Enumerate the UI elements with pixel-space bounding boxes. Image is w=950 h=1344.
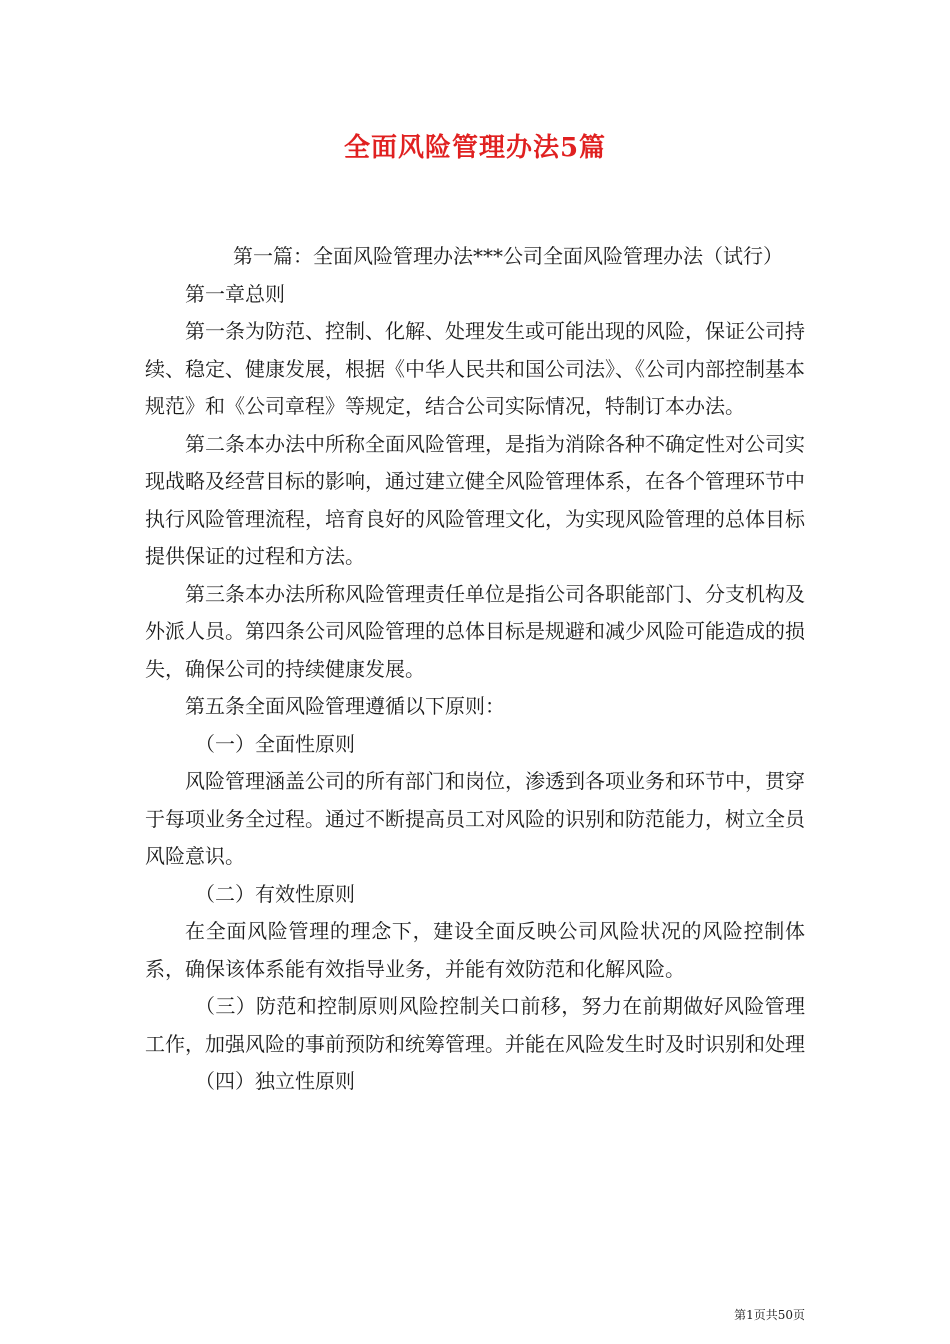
paragraph-section-heading: 第一篇：全面风险管理办法***公司全面风险管理办法（试行） [233,244,783,268]
page-number-footer: 第1页共50页 [734,1308,805,1322]
paragraph-article-1: 第一条为防范、控制、化解、处理发生或可能出现的风险，保证公司持续、稳定、健康发展，根据《中华人民共和国公司法》、《公司内部控制基本规范》和《公司章程》等规定，结合公司实际情况，特制订本办法。 [145,319,805,418]
paragraph-principle-4-heading: （四）独立性原则 [195,1069,355,1093]
paragraph-principle-1-heading: （一）全面性原则 [195,731,355,756]
document-title: 全面风险管理办法5篇 [343,133,607,163]
paragraph-principle-1-text: 风险管理涵盖公司的所有部门和岗位，渗透到各项业务和环节中，贯穿于每项业务全过程。通过不断提高员工对风险的识别和防范能力，树立全员风险意识。 [145,769,805,868]
paragraph-chapter-heading: 第一章总则 [185,281,285,306]
paragraph-principle-2-heading: （二）有效性原则 [195,881,355,906]
document-body [145,238,805,1101]
paragraph-principle-2-text: 在全面风险管理的理念下，建设全面反映公司风险状况的风险控制体系，确保该体系能有效指导业务，并能有效防范和化解风险。 [145,919,805,981]
paragraph-article-2: 第二条本办法中所称全面风险管理，是指为消除各种不确定性对公司实现战略及经营目标的影响，通过建立健全风险管理体系，在各个管理环节中执行风险管理流程，培育良好的风险管理文化，为实现风险管理的总体目标提供保证的过程和方法。 [145,431,805,568]
paragraph-article-3-4: 第三条本办法所称风险管理责任单位是指公司各职能部门、分支机构及外派人员。第四条公司风险管理的总体目标是规避和减少风险可能造成的损失，确保公司的持续健康发展。 [145,581,805,681]
paragraph-article-5: 第五条全面风险管理遵循以下原则： [185,694,505,718]
paragraph-principle-3: （三）防范和控制原则风险控制关口前移，努力在前期做好风险管理工作，加强风险的事前预防和统筹管理。并能在风险发生时及时识别和处理 [145,994,805,1056]
